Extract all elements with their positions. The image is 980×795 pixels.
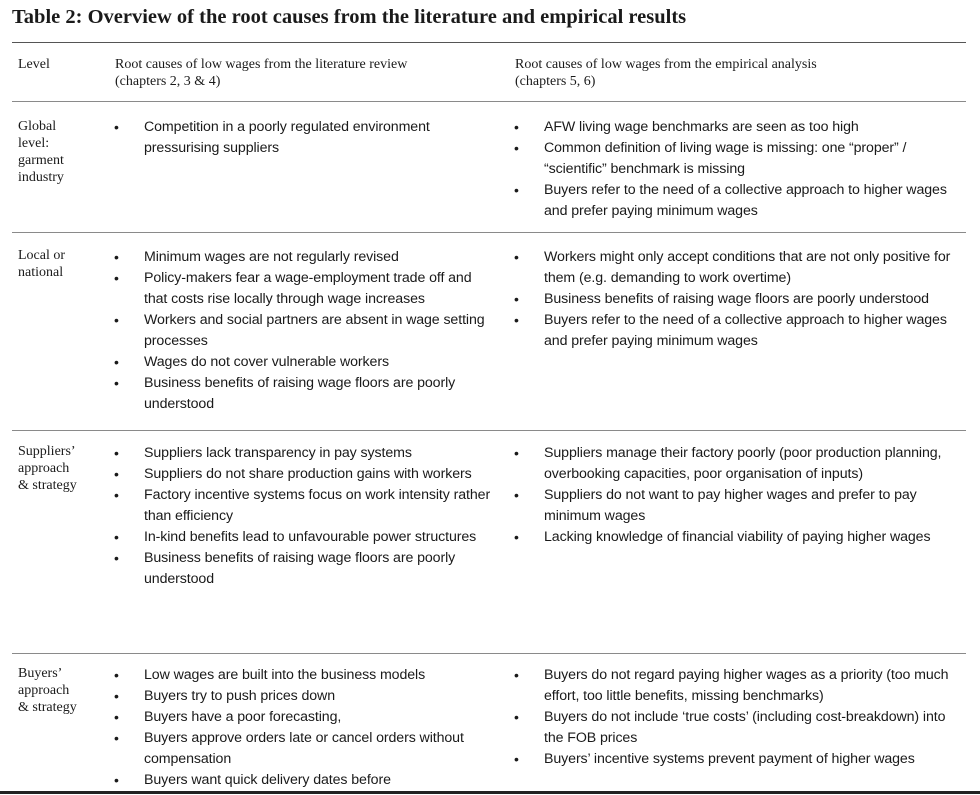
- literature-list-suppliers: [108, 443, 498, 590]
- literature-list-local: [108, 247, 498, 415]
- bottom-edge-rule: [0, 791, 980, 794]
- literature-list-buyers: [108, 665, 498, 791]
- level-line: national: [18, 265, 64, 280]
- empirical-list-global: [508, 117, 958, 222]
- empirical-list-suppliers: [508, 443, 958, 548]
- list-item: • Business benefits of raising wage floors are poorly understood: [508, 289, 958, 310]
- row-level-global: [18, 118, 108, 186]
- empirical-list-local: [508, 247, 958, 352]
- list-item: • Buyers have a poor forecasting,: [108, 707, 498, 728]
- list-item: • AFW living wage benchmarks are seen as too high: [508, 117, 958, 138]
- literature-list-global: [108, 117, 498, 159]
- list-item: • Minimum wages are not regularly revised: [108, 247, 498, 268]
- header-level: Level: [18, 57, 50, 72]
- header-literature-line1: Root causes of low wages from the literature review: [115, 57, 408, 72]
- list-item: • Buyers want quick delivery dates before: [108, 770, 498, 791]
- level-line: approach: [18, 461, 70, 476]
- row-level-suppliers: [18, 443, 108, 494]
- list-item: • Buyers do not include ‘true costs’ (including cost-breakdown) into the FOB prices: [508, 707, 958, 749]
- level-line: & strategy: [18, 700, 77, 715]
- list-item: • Lacking knowledge of financial viability of paying higher wages: [508, 527, 958, 548]
- list-item: • Common definition of living wage is missing: one “proper” / “scientific” benchmark is missing: [508, 138, 958, 180]
- header-literature-line2: (chapters 2, 3 & 4): [115, 74, 221, 89]
- list-item: • Buyers refer to the need of a collective approach to higher wages and prefer paying minimum wages: [508, 180, 958, 222]
- level-line: Buyers’: [18, 666, 63, 681]
- list-item: • Workers and social partners are absent in wage setting processes: [108, 310, 498, 352]
- list-item: • Business benefits of raising wage floors are poorly understood: [108, 373, 498, 415]
- level-line: approach: [18, 683, 70, 698]
- list-item: • Buyers approve orders late or cancel orders without compensation: [108, 728, 498, 770]
- header-empirical-line1: Root causes of low wages from the empirical analysis: [515, 57, 817, 72]
- row-level-local: [18, 247, 108, 281]
- level-line: Global: [18, 119, 57, 134]
- list-item: • Factory incentive systems focus on work intensity rather than efficiency: [108, 485, 498, 527]
- header-empirical-line2: (chapters 5, 6): [515, 74, 596, 89]
- level-line: level:: [18, 136, 50, 151]
- level-line: & strategy: [18, 478, 77, 493]
- empirical-list-buyers: [508, 665, 958, 770]
- table-title: Table 2: Overview of the root causes from the literature and empirical results: [12, 6, 687, 28]
- list-item: • Low wages are built into the business models: [108, 665, 498, 686]
- row-level-buyers: [18, 665, 108, 716]
- list-item: • Business benefits of raising wage floors are poorly understood: [108, 548, 498, 590]
- level-line: garment: [18, 153, 64, 168]
- row-rule: [12, 653, 966, 654]
- list-item: • Suppliers do not want to pay higher wages and prefer to pay minimum wages: [508, 485, 958, 527]
- list-item: • Workers might only accept conditions that are not only positive for them (e.g. demanding to work overtime): [508, 247, 958, 289]
- header-rule: [12, 101, 966, 102]
- row-rule: [12, 430, 966, 431]
- list-item: • Buyers refer to the need of a collective approach to higher wages and prefer paying minimum wages: [508, 310, 958, 352]
- list-item: • Wages do not cover vulnerable workers: [108, 352, 498, 373]
- list-item: • Suppliers do not share production gains with workers: [108, 464, 498, 485]
- list-item: • Buyers’ incentive systems prevent payment of higher wages: [508, 749, 958, 770]
- list-item: • Suppliers lack transparency in pay systems: [108, 443, 498, 464]
- list-item: • Buyers do not regard paying higher wages as a priority (too much effort, too little benefits, missing benchmarks): [508, 665, 958, 707]
- header-empirical: [515, 56, 817, 90]
- top-rule: [12, 42, 966, 43]
- level-line: Suppliers’: [18, 444, 76, 459]
- list-item: • Competition in a poorly regulated environment pressurising suppliers: [108, 117, 498, 159]
- level-line: industry: [18, 170, 64, 185]
- list-item: • In-kind benefits lead to unfavourable power structures: [108, 527, 498, 548]
- list-item: • Buyers try to push prices down: [108, 686, 498, 707]
- level-line: Local or: [18, 248, 66, 263]
- list-item: • Policy-makers fear a wage-employment trade off and that costs rise locally through wage increases: [108, 268, 498, 310]
- row-rule: [12, 232, 966, 233]
- list-item: • Suppliers manage their factory poorly (poor production planning, overbooking capacities, poor organisation of inputs): [508, 443, 958, 485]
- header-literature: [115, 56, 407, 90]
